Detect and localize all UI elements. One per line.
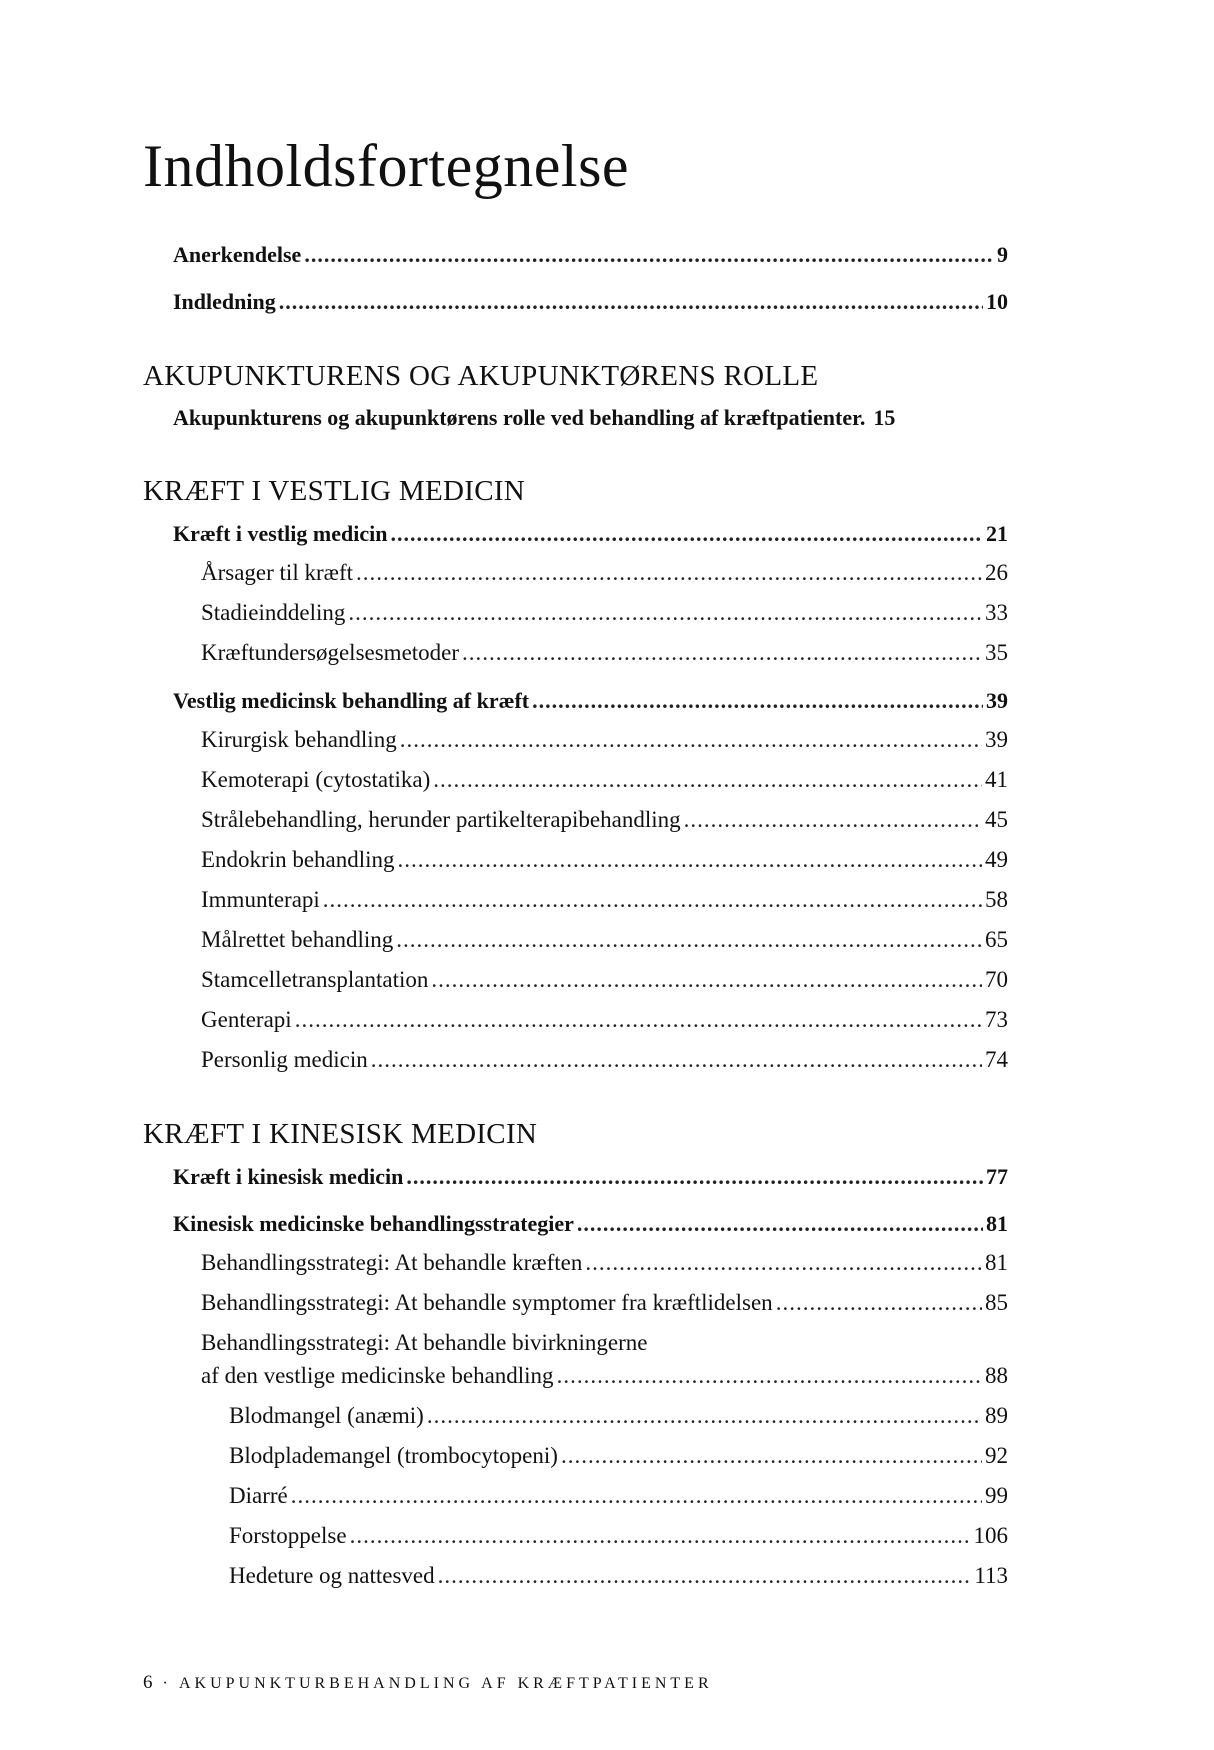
toc-entry-kinesisk-strategier[interactable] xyxy=(173,1211,1008,1237)
toc-entry-kraeft-vestlig[interactable] xyxy=(173,521,1008,547)
toc-entry-label: Kræft i kinesisk medicin xyxy=(173,1164,404,1189)
footer-book-title: AKUPUNKTURBEHANDLING AF KRÆFTPATIENTER xyxy=(178,1675,713,1692)
toc-entry-label: Forstoppelse xyxy=(229,1523,347,1548)
toc-entry-label: Blodplademangel (trombocytopeni) xyxy=(229,1443,558,1468)
section-heading-akupunktur: AKUPUNKTURENS OG AKUPUNKTØRENS ROLLE xyxy=(143,360,819,392)
toc-entry-page: 15 xyxy=(873,405,896,430)
toc-entry-label: Genterapi xyxy=(201,1007,292,1032)
dot-leader xyxy=(390,521,983,547)
toc-entry-kirurgisk[interactable] xyxy=(201,727,1008,753)
toc-entry-label: Endokrin behandling xyxy=(201,847,395,872)
toc-entry-strategi-bivirkninger[interactable] xyxy=(201,1363,1008,1389)
section-heading-kinesisk: KRÆFT I KINESISK MEDICIN xyxy=(143,1118,538,1150)
toc-entry-personlig[interactable] xyxy=(201,1047,1008,1073)
toc-entry-label: Stadieinddeling xyxy=(201,600,346,625)
section-heading-vestlig: KRÆFT I VESTLIG MEDICIN xyxy=(143,475,526,507)
toc-entry-genterapi[interactable] xyxy=(201,1007,1008,1033)
toc-entry-page: 35 xyxy=(985,640,1008,665)
toc-entry-label: Indledning xyxy=(173,289,276,314)
toc-entry-page: 74 xyxy=(985,1047,1008,1072)
dot-leader xyxy=(348,600,982,626)
toc-entry-page: 77 xyxy=(986,1164,1008,1189)
dot-leader xyxy=(323,887,982,913)
toc-entry-label: Behandlingsstrategi: At behandle symptomer fra kræftlidelsen xyxy=(201,1290,773,1315)
toc-entry-label: Kræft i vestlig medicin xyxy=(173,521,388,546)
toc-entry-vestlig-behandling[interactable] xyxy=(173,688,1008,714)
toc-entry-label: af den vestlige medicinske behandling xyxy=(201,1363,554,1388)
toc-entry-akupunktur-rolle[interactable] xyxy=(173,405,1008,431)
dot-leader xyxy=(433,767,982,793)
dot-leader xyxy=(371,1047,982,1073)
toc-entry-label: Kinesisk medicinske behandlingsstrategier xyxy=(173,1211,574,1236)
toc-entry-label: Anerkendelse xyxy=(173,242,302,267)
toc-entry-strategi-bivirkninger-line1: Behandlingsstrategi: At behandle bivirkningerne xyxy=(201,1330,648,1355)
toc-entry-undersogelse[interactable] xyxy=(201,640,1008,666)
toc-entry-page: 85 xyxy=(985,1290,1008,1315)
toc-entry-aarsager[interactable] xyxy=(201,560,1008,586)
toc-entry-page: 10 xyxy=(986,289,1008,314)
toc-entry-page: 26 xyxy=(985,560,1008,585)
toc-entry-page: 88 xyxy=(985,1363,1008,1388)
footer-separator: · xyxy=(162,1675,172,1692)
toc-entry-blodmangel[interactable] xyxy=(229,1403,1008,1429)
toc-entry-hedeture[interactable] xyxy=(229,1563,1008,1589)
toc-entry-page: 73 xyxy=(985,1007,1008,1032)
toc-entry-page: 81 xyxy=(986,1211,1008,1236)
toc-entry-page: 113 xyxy=(974,1563,1008,1588)
dot-leader xyxy=(532,688,983,714)
toc-entry-kemoterapi[interactable] xyxy=(201,767,1008,793)
toc-entry-endokrin[interactable] xyxy=(201,847,1008,873)
dot-leader xyxy=(462,640,982,666)
toc-entry-strategi-kraeften[interactable] xyxy=(201,1250,1008,1276)
toc-entry-page: 65 xyxy=(985,927,1008,952)
toc-entry-label: Årsager til kræft xyxy=(201,560,354,585)
dot-leader xyxy=(406,1164,983,1190)
toc-entry-anerkendelse[interactable] xyxy=(173,242,1008,268)
dot-leader xyxy=(291,1483,982,1509)
toc-entry-label: Kirurgisk behandling xyxy=(201,727,397,752)
toc-entry-label: Stamcelletransplantation xyxy=(201,967,429,992)
dot-leader xyxy=(585,1250,982,1276)
toc-entry-page: 41 xyxy=(985,767,1008,792)
dot-leader xyxy=(396,927,982,953)
toc-entry-forstoppelse[interactable] xyxy=(229,1523,1008,1549)
toc-entry-page: 89 xyxy=(985,1403,1008,1428)
toc-entry-maalrettet[interactable] xyxy=(201,927,1008,953)
toc-entry-stadieinddeling[interactable] xyxy=(201,600,1008,626)
dot-leader xyxy=(279,289,983,315)
dot-leader xyxy=(350,1523,971,1549)
toc-entry-label: Diarré xyxy=(229,1483,288,1508)
toc-entry-label: Målrettet behandling xyxy=(201,927,394,952)
toc-entry-straalebehandling[interactable] xyxy=(201,807,1008,833)
toc-entry-label: Kemoterapi (cytostatika) xyxy=(201,767,431,792)
toc-entry-strategi-symptomer[interactable] xyxy=(201,1290,1008,1316)
toc-entry-label: Personlig medicin xyxy=(201,1047,368,1072)
dot-leader xyxy=(295,1007,982,1033)
toc-entry-page: 99 xyxy=(985,1483,1008,1508)
dot-leader xyxy=(400,727,982,753)
dot-leader xyxy=(684,807,982,833)
toc-entry-label: Vestlig medicinsk behandling af kræft xyxy=(173,688,530,713)
toc-entry-stamcelle[interactable] xyxy=(201,967,1008,993)
toc-entry-page: 49 xyxy=(985,847,1008,872)
toc-entry-diarre[interactable] xyxy=(229,1483,1008,1509)
toc-entry-page: 33 xyxy=(985,600,1008,625)
dot-leader xyxy=(438,1563,972,1589)
toc-entry-label: Hedeture og nattesved xyxy=(229,1563,435,1588)
toc-entry-page: 70 xyxy=(985,967,1008,992)
toc-entry-label: Kræftundersøgelsesmetoder xyxy=(201,640,460,665)
toc-entry-label: Strålebehandling, herunder partikelterapibehandling xyxy=(201,807,681,832)
toc-entry-page: 39 xyxy=(986,688,1008,713)
dot-leader xyxy=(304,242,994,268)
dot-leader xyxy=(398,847,982,873)
toc-entry-page: 21 xyxy=(986,521,1008,546)
page-title: Indholdsfortegnelse xyxy=(143,133,630,199)
dot-leader xyxy=(431,967,982,993)
toc-entry-label: Behandlingsstrategi: At behandle kræften xyxy=(201,1250,583,1275)
dot-leader xyxy=(557,1363,982,1389)
dot-leader xyxy=(427,1403,982,1429)
toc-entry-indledning[interactable] xyxy=(173,289,1008,315)
toc-entry-page: 45 xyxy=(985,807,1008,832)
toc-entry-label: Akupunkturens og akupunktørens rolle ved behandling af kræftpatienter. xyxy=(173,405,866,430)
toc-entry-page: 39 xyxy=(985,727,1008,752)
toc-entry-page: 106 xyxy=(973,1523,1008,1548)
toc-entry-page: 58 xyxy=(985,887,1008,912)
toc-entry-page: 92 xyxy=(985,1443,1008,1468)
dot-leader xyxy=(561,1443,982,1469)
toc-entry-page: 81 xyxy=(985,1250,1008,1275)
toc-entry-label: Blodmangel (anæmi) xyxy=(229,1403,424,1428)
toc-entry-immunterapi[interactable] xyxy=(201,887,1008,913)
dot-leader xyxy=(356,560,982,586)
toc-entry-label: Immunterapi xyxy=(201,887,320,912)
dot-leader xyxy=(776,1290,982,1316)
footer-page-number: 6 xyxy=(143,1672,155,1693)
dot-leader xyxy=(577,1211,983,1237)
toc-entry-kraeft-kinesisk[interactable] xyxy=(173,1164,1008,1190)
page-footer xyxy=(143,1672,713,1694)
toc-entry-page: 9 xyxy=(997,242,1008,267)
toc-entry-blodplademangel[interactable] xyxy=(229,1443,1008,1469)
